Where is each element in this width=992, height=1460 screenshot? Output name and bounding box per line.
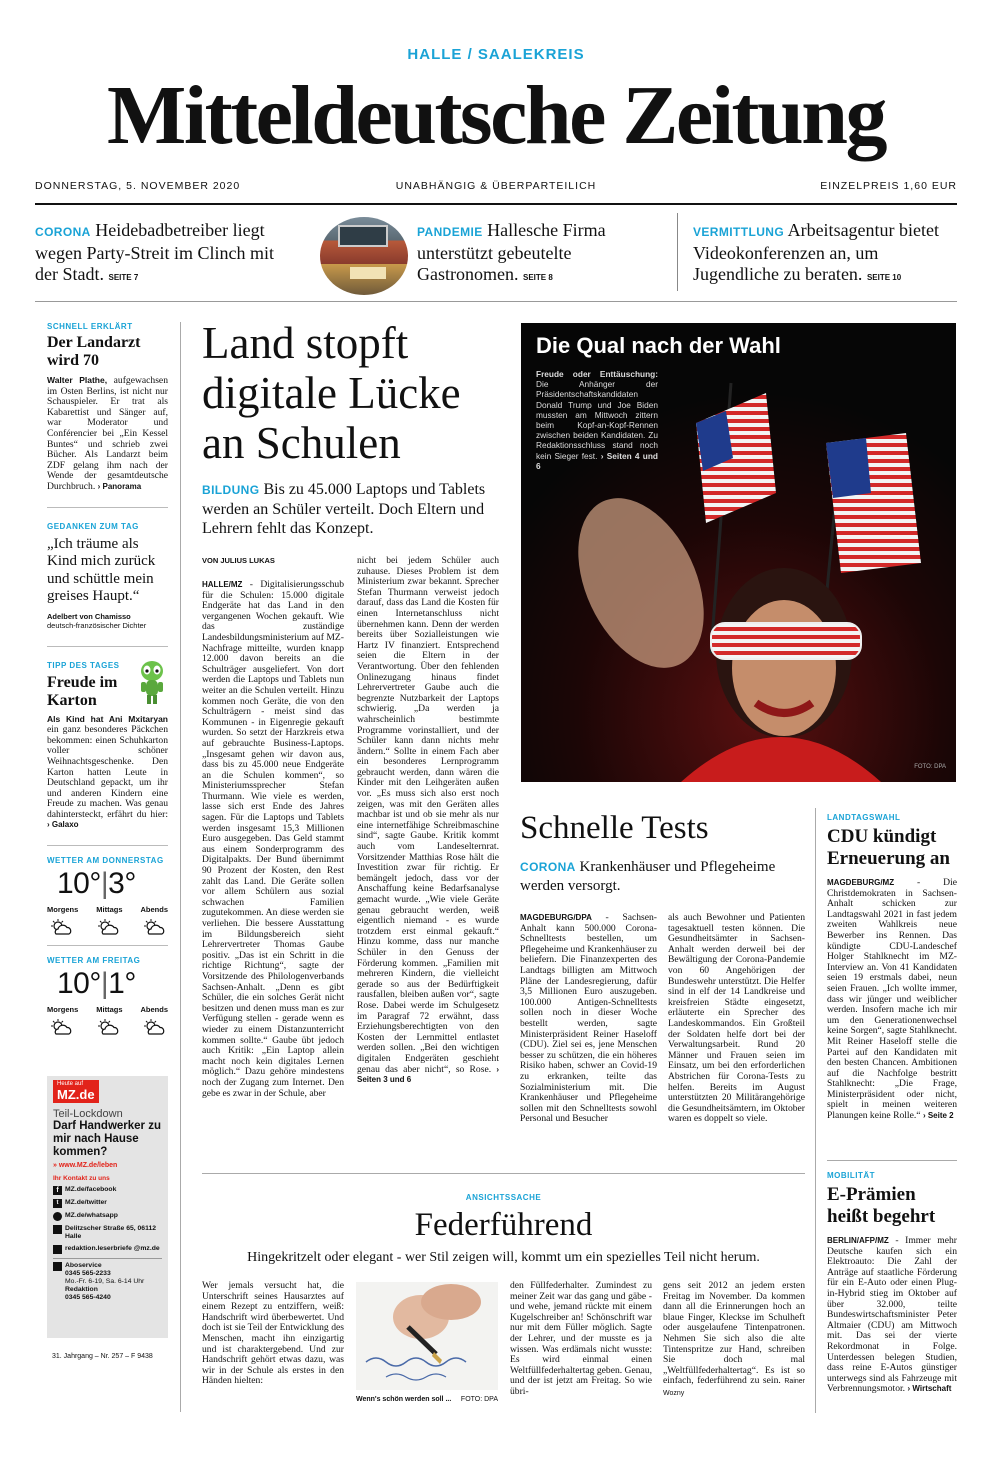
img-caption: Wenn's schön werden soll ... xyxy=(356,1396,452,1403)
ad-topic: Teil-Lockdown xyxy=(53,1108,123,1120)
contact-label: MZ.de/facebook xyxy=(65,1186,117,1193)
explained-ref: › Panorama xyxy=(97,481,142,491)
tests-dateline: MAGDEBURG/DPA xyxy=(520,913,592,922)
column-col-1 xyxy=(202,1281,344,1387)
issue-number: 31. Jahrgang – Nr. 257 – F 9438 xyxy=(52,1353,153,1360)
weather-thursday xyxy=(47,856,168,935)
abo-phone: 0345 565-2233 xyxy=(65,1270,111,1277)
column-col-4 xyxy=(663,1281,805,1400)
slot-morning: Morgens xyxy=(47,905,79,915)
weather-slots xyxy=(47,905,168,914)
column-text-4: gens seit 2012 an jedem ersten Freitag im November. Da kommen dann all die Erinnerungen hoch an blaue Finger, Kleckse im Schulheft oder ausgelaufene Tintenpatronen. Nehmen Sie sich also die alte Tintenspritze zur Hand, schreiben Sie doch mal „Weltfüllfederhaltertag“. Es ist so einfach, federführend zu sein. xyxy=(663,1280,805,1387)
weather-temps xyxy=(57,865,168,903)
abo-title: Aboservice xyxy=(65,1262,102,1269)
slot-evening: Abends xyxy=(140,905,168,915)
thought-kicker: GEDANKEN ZUM TAG xyxy=(47,521,139,531)
lead-headline: Land stopft digitale Lücke an Schulen xyxy=(202,318,461,468)
tip-box xyxy=(47,661,168,832)
ad-headline: Darf Handwerker zu mir nach Hause kommen? xyxy=(53,1120,162,1158)
cdu-ref: › Seite 2 xyxy=(922,1111,954,1121)
eprize-story xyxy=(827,1171,957,1395)
lead-body-1 xyxy=(202,580,344,1099)
lead-dateline: HALLE/MZ xyxy=(202,580,243,589)
column-image xyxy=(356,1282,498,1410)
slot-noon: Mittags xyxy=(96,1005,123,1015)
explained-title: Der Landarzt wird 70 xyxy=(47,334,141,369)
teaser-pandemie[interactable] xyxy=(417,220,667,288)
teaser-text: Hallesche Firma unterstützt gebeutelte Gastronomen. xyxy=(417,220,606,284)
teaser-corona[interactable] xyxy=(35,220,300,288)
column-text-3: den Füllfederhalter. Zumindest zu meiner Zeit war das gang und gäbe - und wehe, jemand rückte mit einem Kugelschreiber an! Schönschrift war nur mit dem Füller möglich. Sagte der Lehrer, und der musste es ja wissen. Was erdämals nicht wusste: Es wird einmal einen Weltfüllfederhaltertag geben. Genau, und der ist jetzt am Freitag. So wie übri- xyxy=(510,1280,652,1397)
lead-col-1 xyxy=(202,556,344,1099)
mail-icon xyxy=(53,1245,62,1254)
weather-kicker: WETTER AM DONNERSTAG xyxy=(47,856,164,866)
column-rule xyxy=(202,1173,805,1174)
tip-ref: › Galaxo xyxy=(47,820,79,830)
sun-cloud-icon xyxy=(49,1019,73,1035)
teaser-kicker: CORONA xyxy=(35,225,91,239)
teaser-ref: SEITE 10 xyxy=(866,273,902,282)
caption-text: Die Anhänger der Präsidentschaftskandidaten Donald Trump und Joe Biden mussten am Mittwoch zittern beim Kopf-an-Kopf-Rennen zwischen beiden Kandidaten. Zu Redaktionsschluss stand noch kein Sieger fest. xyxy=(536,379,658,461)
tests-text-1: - Sachsen-Anhalt kann 500.000 Corona-Schnelltests bestellen, um Pflegeheime und Krankenhäuser zu beliefern. Die Finanzexperten des Landtags billigten am Mittwoch Pläne der Landesregierung, dafür 3,5 Millionen Euro auszugeben. 100.000 Antigen-Schnelltests sollen noch in dieser Woche bestellt werden, sagte Ministerpräsident Reiner Haseloff (CDU). Ziel sei es, jene Menschen besser zu schützen, die ein höheres Risiko haben, schwer an Covid-19 zu erkranken, teilte das Sozialministerium mit. Die Krankenhäuser und Pflegeheime sollen mit den Schnelltests sowohl Personal und Besucher xyxy=(520,912,657,1125)
tip-body: ein ganz besonderes Päckchen bekommen: einen Schuhkarton voller schöner Weihnachtsgeschenke. Den Karton hatten Leute in Deutschland gepackt, um ihr und anderen Kindern eine Freude zu machen. Was genau dahintersteckt, erfährt du hier: xyxy=(47,724,168,820)
column-headline: Federführend xyxy=(414,1207,593,1243)
eprize-kicker: MOBILITÄT xyxy=(827,1171,876,1180)
lead-byline: VON JULIUS LUKAS xyxy=(202,556,275,565)
photo-credit: FOTO: DPA xyxy=(914,764,946,770)
eprize-headline: E-Prämien heißt begehrt xyxy=(827,1184,936,1227)
whatsapp-icon xyxy=(53,1212,62,1221)
cdu-dateline: MAGDEBURG/MZ xyxy=(827,878,895,887)
contact-whatsapp[interactable] xyxy=(53,1212,162,1221)
phone-icon xyxy=(53,1262,62,1271)
teaser-rule xyxy=(35,301,957,302)
sidebar-divider xyxy=(47,945,168,946)
explained-body-wrap xyxy=(47,375,168,493)
lead-col-2 xyxy=(357,556,499,1086)
temp-separator: | xyxy=(100,967,109,1001)
sun-cloud-icon xyxy=(96,1019,120,1035)
contact-twitter[interactable] xyxy=(53,1199,162,1208)
column-kicker: ANSICHTSSACHE xyxy=(465,1193,542,1202)
cdu-kicker: LANDTAGSWAHL xyxy=(827,813,901,822)
contact-facebook[interactable] xyxy=(53,1186,162,1195)
teaser-kicker: PANDEMIE xyxy=(417,225,483,239)
lead-text-1: - Digitalisierungsschub für die Schulen: 15.000 digitale Endgeräte hat das Land in den vergangenen Wochen gekauft. Wie das zuständige Landesbildungsministerium auf MZ-Nachfrage mitteilte, wurden knapp 12.000 davon bereits an die Schulträger ausgeliefert. Von dort werden die Laptops und Tablets nun weiter an die Schulen verteilt. Hinzu kommen noch Geräte, die von den Schulträgern - meist sind das Kommunen - in Eigenregie gekauft wurden. So setzt der Harzkreis etwa auf gebrauchte Business-Laptops. „Insgesamt gehen wir davon aus, dass bis zu 45.000 neue Endgeräte an die Schulen kommen“, so Ministeriumssprecher Stefan Thurmann. Wie viele es werden, lasse sich erst Ende des Jahres sagen. Für die Laptops und Tablets werden insgesamt 15,3 Millionen Euro ausgegeben. Das Geld stammt aus einem Sonderprogramm des Digitalpakts. Der Bund übernimmt 90 Prozent der Kosten, den Rest zahlt das Land. Die Geräte sollen vor allem Schülern aus sozial schwachen Familien zugutekommen. An diese werden sie verliehen. Die bessere Ausstattung im Bildungsbereich sieht Lehrervertreter Thomas Gaube positiv. „Das ist ein Schritt in die richtige Richtung“, sagte der Vorsitzende des Philologenverbands Sachsen-Anhalt. „Denn es gibt Schüler, die ein solches Gerät nicht besitzen und denen muss man es zur Verfügung stellen - gerade wenn es wieder zu einem Distanzunterricht kommen sollte.“ Gaube übt jedoch auch Kritik: „Ein Laptop allein macht noch kein digitales Lernen möglich.“ Dazu gehöre mindestens noch der Zugang zum Internet. Den gebe es zwar in der Schule, aber xyxy=(202,579,344,1099)
photo-title: Die Qual nach der Wahl xyxy=(536,333,781,358)
mzde-badge xyxy=(53,1080,99,1103)
contact-label: MZ.de/whatsapp xyxy=(65,1212,118,1219)
eprize-body xyxy=(827,1236,957,1395)
contact-email[interactable] xyxy=(53,1245,162,1254)
cdu-headline: CDU kündigt Erneuerung an xyxy=(827,826,950,869)
teaser-divider xyxy=(677,213,678,291)
eprize-dateline: BERLIN/AFP/MZ xyxy=(827,1236,889,1245)
red-title: Redaktion xyxy=(65,1286,98,1293)
lead-ref: › Seiten 3 und 6 xyxy=(357,1064,499,1085)
sun-cloud-icon xyxy=(142,1019,166,1035)
tests-subhead xyxy=(520,858,780,896)
cdu-story xyxy=(827,813,957,1122)
weather-temps xyxy=(57,965,168,1003)
slot-noon: Mittags xyxy=(96,905,123,915)
lead-text-2: nicht bei jedem Schüler auch zuhause. Dieses Problem ist dem Ministerium zwar bekannt. Sprecher Stefan Thurmann verweist jedoch darauf, dass das Land die Kosten für einen Internetanschluss nicht übernehmen kann. Denn der werden bereits über Sozialleistungen wie Hartz IV finanziert. Entsprechend seien die Eltern in der Verantwortung. Über den fehlenden Onlinezugang hinaus findet Lehrervertreter Gaube auch die begrenzte Nutzbarkeit der Laptops schwierig. „Da werden ja wahrscheinlich bestimmte Programme vorinstalliert, und der Schüler kann dann nichts mehr ändern.“ Sollte in einem Fach aber ein besonderes Lernprogramm gebraucht werden, dann wären die Kinder mit den Leihgeräten außen vor. „Es muss sich also erst noch zeigen, was mit den Geräten alles machbar ist und ob sie mehr als nur eine internetfähige Schreibmaschine sind“, sagte Gaube. Kritik kommt auch vom Landeselternrat. Vorsitzender Matthias Rose hält die Investition zwar für richtig. Er bemängelt jedoch, dass vor der Anschaffung keine Bedarfsanalyse gemacht wurde. „Wie viele Geräte genau gebraucht werden, weiß eigentlich niemand - es wurde trotzdem erst einmal gekauft.“ Hinzu komme, dass nur manche Schüler in den Genuss der Förderung kommen. „Familien mit mehreren Kindern, die vielleicht gerade so aus der Bedürftigkeit rausfallen, bleiben außen vor“, sagte Rose. Dabei werde im Schulgesetz im Paragraf 72 erwähnt, dass Erziehungsberechtigten von den Kosten der Lernmittel entlastet werden sollen. „Bei den wichtigen digitalen Endgeräten geschieht genau das aber nicht“, so Rose. xyxy=(357,555,499,1075)
tests-kicker: CORONA xyxy=(520,860,576,874)
weather-icons xyxy=(47,1019,168,1035)
abo-hours: Mo.-Fr. 6-19, Sa. 6-14 Uhr xyxy=(65,1278,145,1285)
weather-high: 10° xyxy=(57,867,101,901)
contact-title: Ihr Kontakt zu uns xyxy=(53,1175,110,1182)
img-credit: FOTO: DPA xyxy=(460,1396,498,1403)
twitter-icon: t xyxy=(53,1199,62,1208)
temp-separator: | xyxy=(100,867,109,901)
tests-headline: Schnelle Tests xyxy=(520,810,709,846)
right-col-rule xyxy=(815,808,816,1413)
sidebar-divider xyxy=(47,507,168,508)
fountain-pen-image xyxy=(356,1282,498,1390)
weather-high: 10° xyxy=(57,967,101,1001)
weather-icons xyxy=(47,919,168,935)
column-subhead: Hingekritzelt oder elegant - wer Stil zeigen will, kommt um ein spezielles Teil nicht herum. xyxy=(247,1250,760,1265)
lead-subhead xyxy=(202,480,502,538)
tip-kicker: TIPP DES TAGES xyxy=(47,660,120,670)
cdu-body xyxy=(827,878,957,1122)
teaser-text: Heidebadbetreiber liegt wegen Party-Streit im Clinch mit der Stadt. xyxy=(35,220,274,284)
sun-cloud-icon xyxy=(49,919,73,935)
eprize-ref: › Wirtschaft xyxy=(907,1384,952,1394)
column-author: Rainer Wozny xyxy=(663,1378,805,1397)
teaser-ref: SEITE 7 xyxy=(108,273,139,282)
column-col-3 xyxy=(510,1281,652,1398)
teaser-text: Arbeitsagentur bietet Videokonferenzen an, um Jugendliche zu beraten. xyxy=(693,220,940,284)
tests-col-2 xyxy=(668,913,805,1125)
facebook-icon: f xyxy=(53,1186,62,1195)
badge-logo: MZ.de xyxy=(57,1087,95,1102)
alien-mascot-icon xyxy=(135,659,169,705)
contact-list xyxy=(53,1186,162,1254)
thought-role: deutsch-französischer Dichter xyxy=(47,620,147,630)
tip-body-wrap xyxy=(47,714,168,832)
weather-low: 3° xyxy=(108,867,136,901)
teaser-photo xyxy=(320,217,408,295)
weather-kicker: WETTER AM FREITAG xyxy=(47,956,141,966)
photo-caption xyxy=(536,369,658,471)
slot-morning: Morgens xyxy=(47,1005,79,1015)
contact-label: redaktion.leserbriefe @mz.de xyxy=(65,1245,160,1252)
motto: UNABHÄNGIG & ÜBERPARTEILICH xyxy=(395,180,597,192)
caption-ref: › Seiten 4 und 6 xyxy=(536,450,658,471)
sun-cloud-icon xyxy=(96,919,120,935)
tip-title: Freude im Karton xyxy=(47,673,118,709)
sidebar-rule xyxy=(180,322,181,1412)
contact-label: MZ.de/twitter xyxy=(65,1199,107,1206)
ad-link[interactable]: » www.MZ.de/leben xyxy=(53,1162,118,1169)
lead-subhead-text: Bis zu 45.000 Laptops und Tablets werden an Schüler verteilt. Doch Eltern und Lehrern fehlt das Konzept. xyxy=(202,481,486,537)
cdu-text: - Die Christdemokraten in Sachsen-Anhalt schicken zur Landtagswahl 2021 in fast jedem zweiten Wahlkreis neue Bewerber ins Rennen. Das kündigte CDU-Landeschef Holger Stahlknecht im MZ-Interview an. Von 41 Kandidaten seien 19 erstmals dabei, neun seien Frauen. „Ich wollte immer, dass wir jünger und weiblicher werden. Insofern mache ich mir um den Generationenwechsel keine Sorgen“, sagte Stahlknecht. Mit Reiner Haseloff stelle die Partei auf den Kandidaten mit den besten Chancen. Ambitionen auf die Nachfolge bestritt Stahlknecht: „Die Frage, Ministerpräsident oder nicht, spielt in meinen weiteren Planungen keine Rolle.“ xyxy=(827,877,957,1122)
column-image-caption xyxy=(356,1396,498,1403)
issue-date: DONNERSTAG, 5. NOVEMBER 2020 xyxy=(35,180,241,192)
eprize-text: - Immer mehr Deutsche kaufen sich ein Elektroauto: Die Zahl der Anträge auf staatliche Förderung für ein E-Auto oder einen Plug-in-Hybrid stieg im Oktober auf über 32.000, teilte Bundeswirtschaftsminister Peter Altmaier (CDU) am Mittwoch mit. Das sei der vierte Rekordmonat in Folge. Unterdessen belegen Studien, dass reine E-Autos günstiger unterwegs sind als Fahrzeuge mit Verbrennungsmotor. xyxy=(827,1235,957,1395)
weather-low: 1° xyxy=(108,967,136,1001)
home-icon xyxy=(53,1225,62,1234)
red-phone: 0345 565-4240 xyxy=(65,1294,111,1301)
weather-slots xyxy=(47,1005,168,1014)
sidebar-divider xyxy=(47,646,168,647)
sun-cloud-icon xyxy=(142,919,166,935)
lead-kicker: BILDUNG xyxy=(202,483,260,497)
contact-address xyxy=(53,1225,162,1241)
explained-lead: Walter Plathe, xyxy=(47,375,108,385)
main-photo xyxy=(521,323,956,782)
sidebar xyxy=(47,322,168,1035)
explained-kicker: SCHNELL ERKLÄRT xyxy=(47,322,133,331)
teaser-ref: SEITE 8 xyxy=(522,273,553,282)
right-divider xyxy=(827,1160,957,1161)
newspaper-title: Mitteldeutsche Zeitung xyxy=(107,69,885,162)
masthead-rule xyxy=(35,203,957,205)
slot-evening: Abends xyxy=(140,1005,168,1015)
weather-friday xyxy=(47,956,168,1035)
contact-label: Delitzscher Straße 65, 06112 Halle xyxy=(65,1225,157,1240)
abo-service xyxy=(53,1262,162,1302)
thought-quote: „Ich träume als Kind mich zurück und schüttle mein greises Haupt.“ xyxy=(47,535,156,605)
region-label: HALLE / SAALEKREIS xyxy=(407,46,585,63)
sidebar-divider xyxy=(47,845,168,846)
mzde-ad-box[interactable] xyxy=(47,1076,168,1338)
explained-body: aufgewachsen im Osten Berlins, ist nicht nur Schauspieler. Er trat als Kabarettist und Sänger auf, war Moderator und Conférencier bei „Ein Kessel Buntes“ und schrieb zwei Bücher. Als Landarzt beim ZDF gelang ihm nach der Wende der gesamtdeutsche Durchbruch. xyxy=(47,375,168,492)
price: EINZELPREIS 1,60 EUR xyxy=(820,180,957,192)
badge-top: Heute auf xyxy=(57,1081,84,1087)
tests-subhead-text: Krankenhäuser und Pflegeheime werden versorgt. xyxy=(520,859,776,894)
service-block xyxy=(53,1258,162,1302)
teaser-vermittlung[interactable] xyxy=(693,220,958,288)
thought-author: Adelbert von Chamisso xyxy=(47,611,131,621)
teaser-kicker: VERMITTLUNG xyxy=(693,225,785,239)
caption-kicker: Freude oder Enttäuschung: xyxy=(536,369,658,379)
tests-text-2: als auch Bewohner und Patienten tagesaktuell testen können. Die Gesundheitsämter in Sachsen-Anhalt werden derweil bei der Bewältigung der Corona-Pandemie von 60 Angehörigen der Bundeswehr unterstützt. Die Helfer sind in elf der 14 Landkreise und kreisfreien Städte eingesetzt, erläuterte ein Sprecher des Landeskommandos. Ein Großteil der Soldaten helfe dort bei der Verwaltungsarbeit. Rund 20 Männer und Frauen seien im Einsatz, um bei den erforderlichen Abstrichen für Corona-Tests zu helfen. Bereits im August unterstützten 20 Militärangehörige die Gesundheitsämtern, im Oktober waren es doppelt so viele. xyxy=(668,912,805,1125)
lead-body-2 xyxy=(357,556,499,1086)
column-text-1: Wer jemals versucht hat, die Unterschrift seines Hausarztes auf einem Rezept zu entziffern, weiß: Handschrift wird überbewertet. Und doch ist sie Teil der Entwicklung des Menschen, macht ihn einzigartig und ist charaktergebend. Und zur Handschrift gehört etwas dazu, was wir in der Schule als erstes in den Händen hielten: xyxy=(202,1280,344,1387)
tests-col-1 xyxy=(520,913,657,1125)
tip-lead: Als Kind hat Ani Mxitaryan xyxy=(47,713,168,724)
